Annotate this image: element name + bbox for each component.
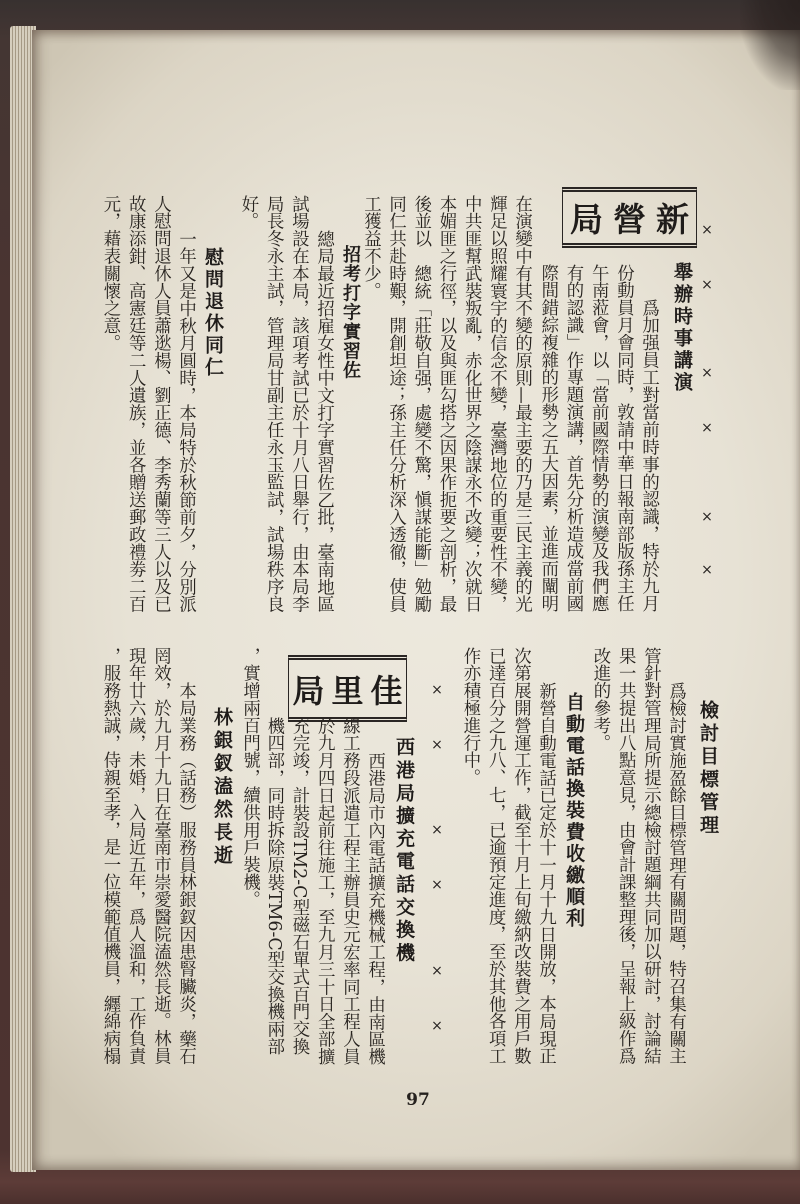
text-column: 機四部，同時拆除原裝TM6-C型交換機兩部 [263, 717, 284, 1056]
text-column: 本媚匪之行徑，以及與匪勾搭之因果作扼要之剖析，最 [436, 195, 456, 613]
lecture-body-part2 [357, 195, 533, 635]
separator-mark: × [701, 277, 713, 293]
text-column: 管針對管理局所提示總檢討題綱共同加以研討，討論結 [640, 647, 661, 1065]
target-management-title: 檢討目標管理 [697, 700, 719, 838]
text-column: 本局業務（話務）服務員林銀釵因患腎臟炎，藥石 [175, 681, 196, 1065]
text-column: ，實增兩百門號，續供用戶裝機。 [239, 647, 260, 908]
separator-mark: × [431, 822, 443, 838]
text-column: 故康添鉗、高憲廷等二人遺族，並各贈送郵政禮劵二百 [125, 195, 146, 613]
separator-mark: × [431, 877, 443, 893]
phone-fee-body [457, 647, 558, 1087]
text-column: 已達百分之九八、七，已逾預定進度，至於其他各項工 [485, 647, 506, 1065]
text-column: ，服務熱誠，侍親至孝，是一位模範值機員，纒綿病榻 [100, 647, 120, 1065]
text-column: 份動員月會同時，敦請中華日報南部版孫主任 [613, 264, 634, 612]
text-column: 總局最近招雇女性中文打字實習佐乙批，臺南地區 [313, 229, 334, 613]
separator-mark: × [701, 562, 713, 578]
text-column: 際間錯綜複雜的形勢之五大因素，並進而闡明 [537, 264, 558, 612]
jiali-branch-header-text: 佳里局 [292, 671, 410, 710]
text-column: 於九月四日起前往施工，至九月三十日全部擴 [314, 717, 335, 1065]
separator-mark: × [431, 682, 443, 698]
text-column: 元，藉表關懷之意。 [100, 195, 120, 352]
text-column: 罔效，於九月十九日在臺南市崇愛醫院溘然長逝。林員 [150, 647, 171, 1065]
xigang-exchange-title: 西港局擴充電話交換機 [393, 737, 415, 965]
text-column: 改進的參考。 [590, 647, 610, 752]
text-column: 西港局市內電話擴充機械工程，由南區機 [364, 751, 385, 1065]
xigang-exchange-body-part2 [236, 647, 261, 1087]
jiali-branch-header [288, 655, 410, 722]
text-column: 爲檢討實施盈餘目標管理有關問題，特召集有關主 [665, 681, 686, 1065]
separator-mark: × [431, 1018, 443, 1034]
text-column: 有的認識」作專題演講，首先分析造成當前國 [563, 264, 583, 612]
text-column: 作亦積極進行中。 [460, 647, 480, 787]
text-column: 果一共提出八點意見，由會計課整理後，呈報上級作爲 [615, 647, 636, 1065]
text-column: 輝足以照耀寰宇的信念不變，臺灣地位的重要性不變， [486, 195, 507, 613]
text-column: 現年廿六歲，未婚，入局近五年，爲人溫和，工作負責 [125, 647, 146, 1065]
retiree-visit-body [97, 195, 198, 635]
xinying-branch-header [562, 187, 697, 248]
text-column: 好。 [238, 195, 258, 230]
obituary-body [97, 647, 198, 1087]
separator-mark: × [701, 365, 713, 381]
text-column: 試場設在本局，該項考試已於十月八日舉行，由本局李 [288, 195, 309, 613]
separator-mark: × [701, 420, 713, 436]
text-column: 局長冬永主試，管理局甘副主任永玉監試，試場秩序良 [263, 195, 284, 613]
lecture-body-part1 [535, 264, 661, 704]
text-column: 後並以 總統「莊敬自强，處變不驚，愼謀能斷」勉勵 [410, 195, 431, 613]
typing-exam-body [235, 195, 336, 635]
text-column: 新營自動電話已定於十一月十九日開放，本局現正 [535, 681, 556, 1065]
separator-mark: × [701, 509, 713, 525]
separator-mark: × [431, 963, 443, 979]
text-column: 工獲益不少。 [360, 195, 381, 300]
xinying-branch-header-text: 新營局 [570, 200, 699, 239]
text-column: 同仁共赴時艱，開創坦途；孫主任分析深入透徹，使員 [385, 195, 406, 613]
page-number: 97 [406, 1090, 430, 1110]
typing-exam-title: 招考打字實習佐 [340, 245, 361, 381]
text-column: 人慰問退休人員蕭逖楊、劉正德、李秀蘭等三人以及已 [150, 195, 171, 613]
separator-mark: × [701, 222, 713, 238]
target-management-body [587, 647, 688, 1087]
text-column: 次第展開營運工作，截至十月上旬繳納改裝費之用戶數 [510, 647, 531, 1065]
separator-mark: × [431, 737, 443, 753]
text-column: 一年又是中秋月圓時，本局特於秋節前夕，分別派 [175, 229, 196, 613]
xigang-exchange-body-part1 [261, 717, 387, 1157]
text-column: 中共匪幫武裝叛亂，赤化世界之陰謀永不改變；次就日 [461, 195, 482, 613]
text-column: 充完竣，計裝設TM2-C型磁石單式百門交換 [289, 717, 309, 1056]
obituary-title: 林銀釵溘然長逝 [211, 707, 233, 868]
corner-shadow [740, 0, 800, 90]
lecture-title: 舉辦時事講演 [671, 262, 693, 394]
text-column: 午南蒞會，以「當前國際情勢的演變及我們應 [588, 264, 609, 612]
text-column: 在演變中有其不變的原則—最主要的乃是三民主義的光 [511, 195, 532, 613]
phone-fee-title: 自動電話換裝費收繳順利 [563, 692, 585, 930]
retiree-visit-title: 慰問退休同仁 [202, 247, 224, 379]
text-column: 線工務段派遣工程主辦員史元宏率同工程人員 [339, 717, 360, 1065]
text-column: 爲加强員工對當前時事的認識，特於九月 [638, 298, 659, 612]
